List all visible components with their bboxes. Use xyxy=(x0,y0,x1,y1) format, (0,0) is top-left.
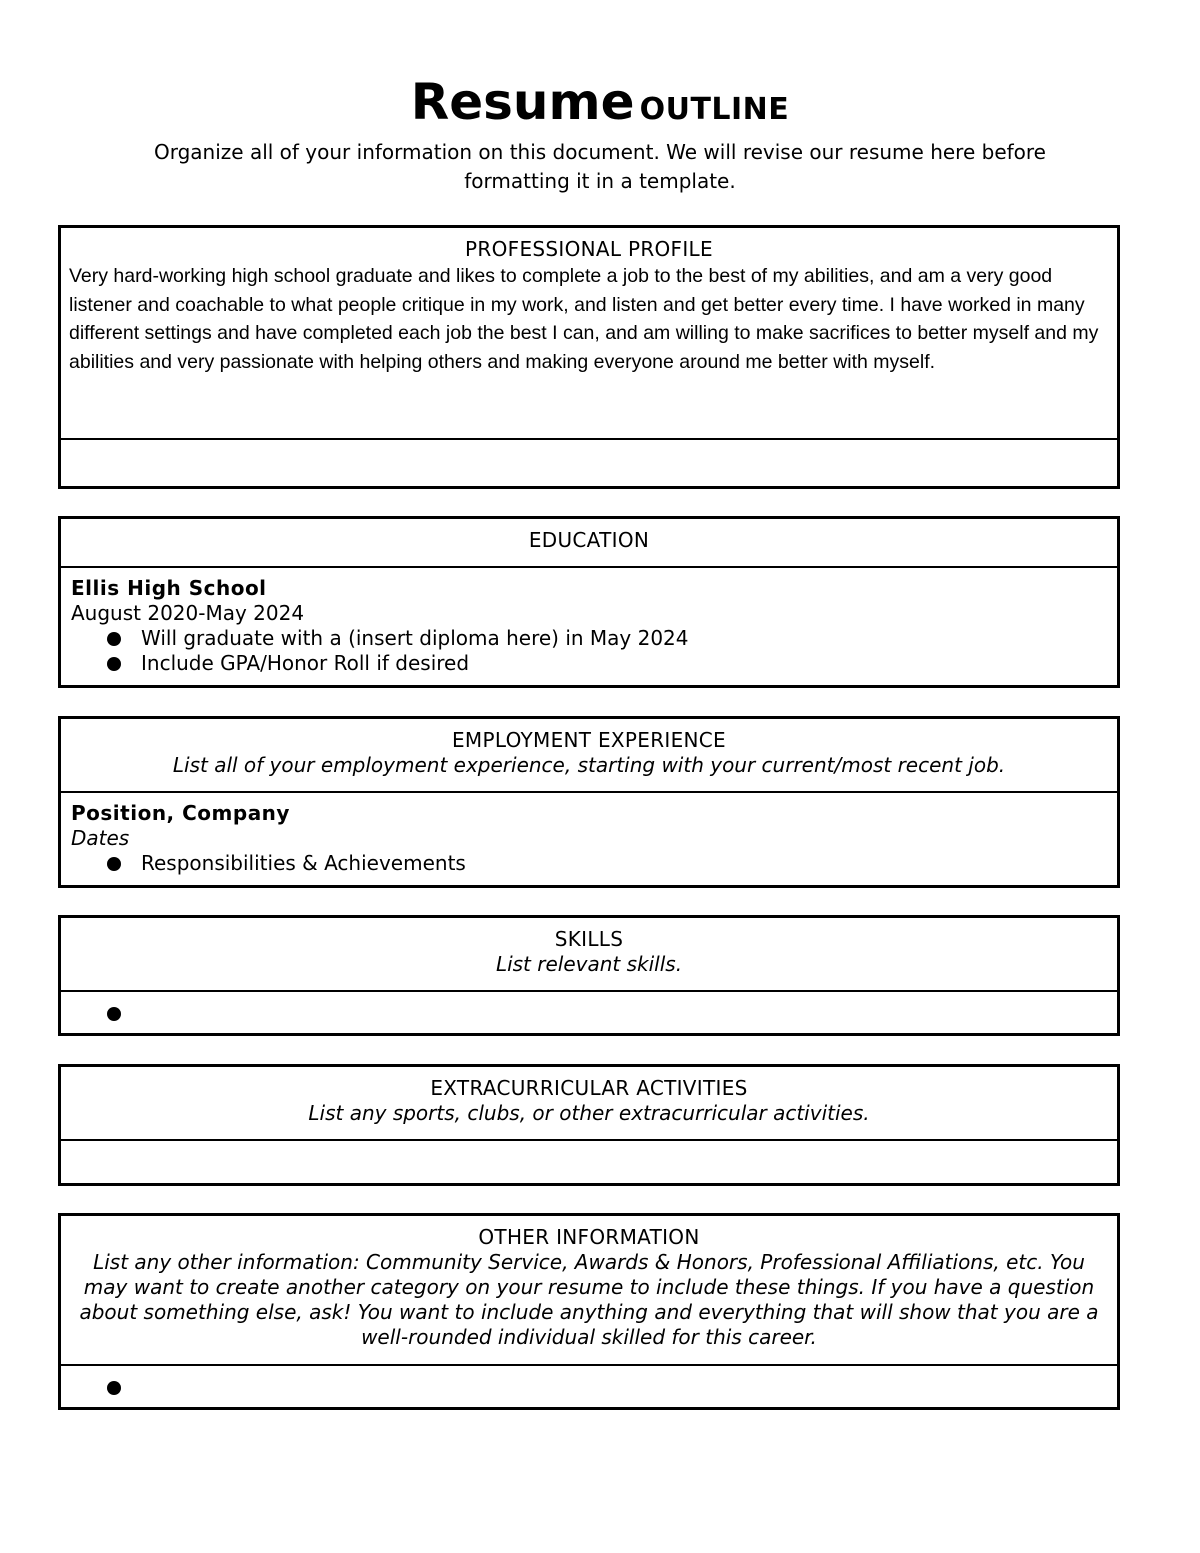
other-subtitle: List any other information: Community Service, Awards & Honors, Professional Affiliations, etc. You may want to create another category on your resume to include these things. If you have a question about something else, ask! You want to include anything and everything that will show that you are a well-rounded individual skilled for this career. xyxy=(79,1250,1099,1349)
skills-section xyxy=(58,915,1120,1036)
education-section xyxy=(58,516,1120,688)
education-title: EDUCATION xyxy=(528,528,650,552)
bullet-icon xyxy=(107,657,121,671)
list-item xyxy=(71,651,1107,676)
profile-text[interactable]: Very hard-working high school graduate and likes to complete a job to the best of my abilities, and am a very good listener and coachable to what people critique in my work, and listen and get better every time. I have worked in many different settings and have completed each job the best I can, and am willing to make sacrifices to better myself and my abilities and very passionate with helping others and making everyone around me better with myself. xyxy=(69,265,1099,373)
employment-subtitle: List all of your employment experience, starting with your current/most recent job. xyxy=(172,753,1006,777)
education-body[interactable] xyxy=(61,568,1117,676)
list-item xyxy=(71,626,1107,651)
other-body[interactable] xyxy=(61,1366,1117,1410)
bullet-text: Will graduate with a (insert diploma here) in May 2024 xyxy=(141,626,689,650)
extracurricular-body[interactable] xyxy=(61,1141,1117,1185)
bullet-icon xyxy=(107,857,121,871)
other-section xyxy=(58,1213,1120,1410)
employment-section xyxy=(58,716,1120,888)
position-company: Position, Company xyxy=(71,801,290,825)
title-main: Resume xyxy=(410,73,635,131)
profile-title: PROFESSIONAL PROFILE xyxy=(465,237,713,261)
profile-section xyxy=(58,225,1120,489)
page-title xyxy=(0,70,1200,146)
bullet-text: Responsibilities & Achievements xyxy=(141,851,466,875)
employment-title: EMPLOYMENT EXPERIENCE xyxy=(451,728,726,752)
other-title: OTHER INFORMATION xyxy=(478,1225,700,1249)
intro-text: Organize all of your information on this document. We will revise our resume here before formatting it in a template. xyxy=(153,140,1046,193)
bullet-text: Include GPA/Honor Roll if desired xyxy=(141,651,470,675)
school-dates: August 2020-May 2024 xyxy=(71,601,305,625)
skills-title: SKILLS xyxy=(554,927,624,951)
skills-body[interactable] xyxy=(61,992,1117,1036)
bullet-icon xyxy=(107,1381,121,1395)
skills-subtitle: List relevant skills. xyxy=(495,952,683,976)
extracurricular-section xyxy=(58,1064,1120,1186)
employment-dates: Dates xyxy=(71,826,130,850)
school-name: Ellis High School xyxy=(71,576,267,600)
employment-body[interactable] xyxy=(61,793,1117,876)
extracurricular-subtitle: List any sports, clubs, or other extracurricular activities. xyxy=(308,1101,870,1125)
education-bullets xyxy=(71,626,1107,676)
title-sub: OUTLINE xyxy=(639,92,790,127)
employment-bullets xyxy=(71,851,1107,876)
profile-empty-row[interactable] xyxy=(61,440,1117,486)
bullet-icon xyxy=(107,632,121,646)
bullet-icon xyxy=(107,1007,121,1021)
extracurricular-title: EXTRACURRICULAR ACTIVITIES xyxy=(430,1076,748,1100)
list-item xyxy=(71,851,1107,876)
